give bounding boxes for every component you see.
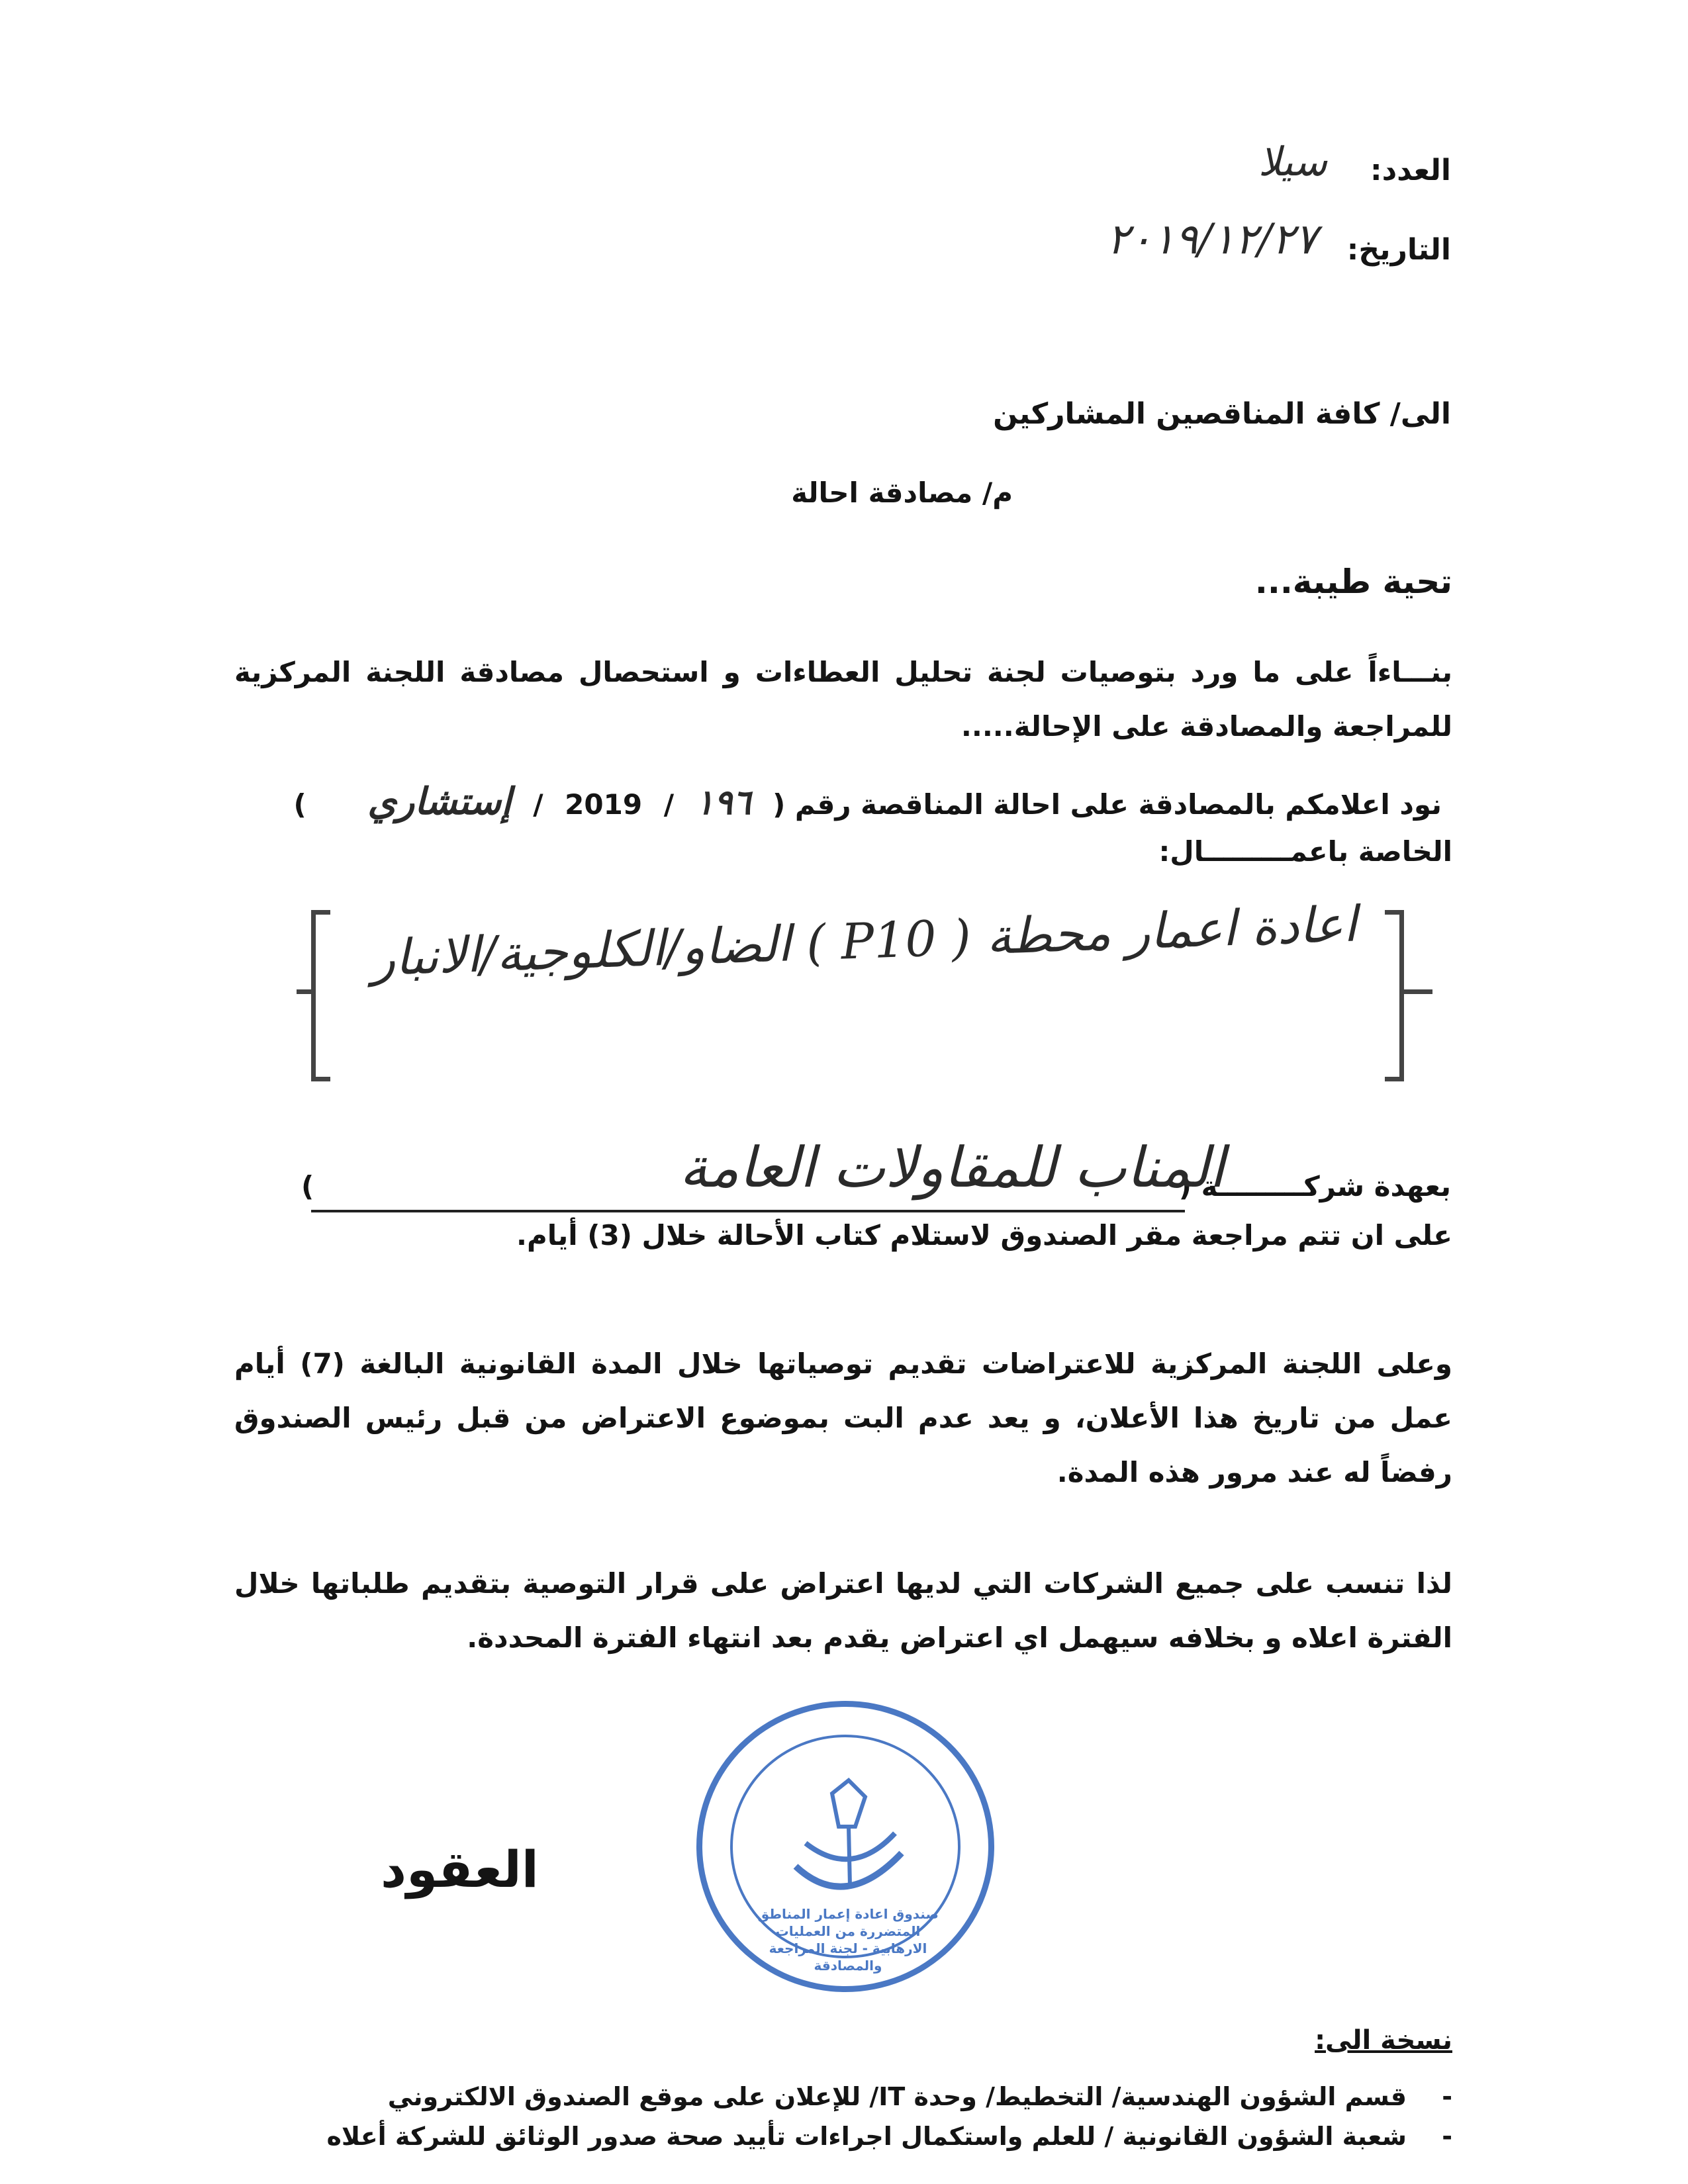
date-value: ٢٠١٩/١٢/٢٧ (1106, 215, 1317, 264)
project-bracket-left-tick (297, 989, 314, 994)
tender-type: إستشاري (367, 780, 512, 823)
company-underline (311, 1210, 1185, 1212)
stamp-text: صندوق اعادة إعمار المناطق المتضررة من العمليات الارهابية - لجنة المراجعة والمصادقة (757, 1906, 939, 1974)
copy-to-item: - قسم الشؤون الهندسية/ التخطيط/ وحدة IT/ للإعلان على موقع الصندوق الالكتروني (387, 2082, 1452, 2111)
deadline-paragraph: لذا تنسب على جميع الشركات التي لديها اعتراض على قرار التوصية بتقديم طلباتها خلال الفترة اعلاه و بخلافه سيهمل اي اعتراض يقدم بعد انتهاء الفترة المحددة. (234, 1567, 1452, 1654)
date-label: التاريخ: (1346, 233, 1451, 267)
tender-close: ) (293, 788, 306, 821)
company-close: ) (301, 1170, 314, 1203)
addressee: الى/ كافة المناقصين المشاركين (993, 397, 1451, 431)
project-bracket-right-tick (1403, 989, 1432, 994)
tender-line: نود اعلامكم بالمصادقة على احالة المناقصة رقم ( ١٩٦ / 2019 / إستشاري ) (293, 780, 1442, 823)
company-name: المناب للمقاولات العامة (679, 1135, 1225, 1200)
number-value: سيلا (1258, 139, 1327, 185)
project-bracket-left (311, 910, 330, 1081)
objections-paragraph: وعلى اللجنة المركزية للاعتراضات تقديم توصياتها خلال المدة القانونية البالغة (7) أيام عمل من تاريخ هذا الأعلان، و يعد عدم البت بموضوع الاعتراض من قبل رئيس الصندوق رفضاً له عند مرور هذه المدة. (234, 1347, 1452, 1488)
subject: م/ مصادقة احالة (791, 477, 1013, 509)
copy-to-item: - شعبة الشؤون القانونية / للعلم واستكمال اجراءات تأييد صحة صدور الوثائق للشركة أعلاه (326, 2122, 1452, 2151)
greeting: تحية طيبة... (1254, 563, 1452, 601)
tender-number: ١٩٦ (695, 782, 751, 823)
copy-to-list (195, 2077, 1452, 2156)
intro-paragraph: بنـــاءاً على ما ورد بتوصيات لجنة تحليل العطاءات و استحصال مصادقة اللجنة المركزية للمراجعة والمصادقة على الإحالة..... (234, 656, 1452, 743)
project-bracket-right (1385, 910, 1404, 1081)
collection-note: على ان تتم مراجعة مقر الصندوق لاستلام كتاب الأحالة خلال (3) أيام. (516, 1219, 1452, 1251)
official-stamp (696, 1701, 994, 1992)
tender-year: 2019 (565, 788, 643, 821)
company-label: بعهدة شركـــــــــة ( (1178, 1170, 1451, 1203)
copy-to-title: نسخة الى: (1315, 2025, 1452, 2056)
tender-prefix: نود اعلامكم بالمصادقة على احالة المناقصة رقم ( (773, 788, 1442, 821)
works-label: الخاصة باعمـــــــــال: (1158, 835, 1452, 868)
number-label: العدد: (1370, 154, 1451, 187)
project-description: اعادة اعمار محطة ( P10 ) الضاو/الكلوجية/الانبار (370, 895, 1358, 987)
department-signature: العقود (381, 1840, 539, 1899)
